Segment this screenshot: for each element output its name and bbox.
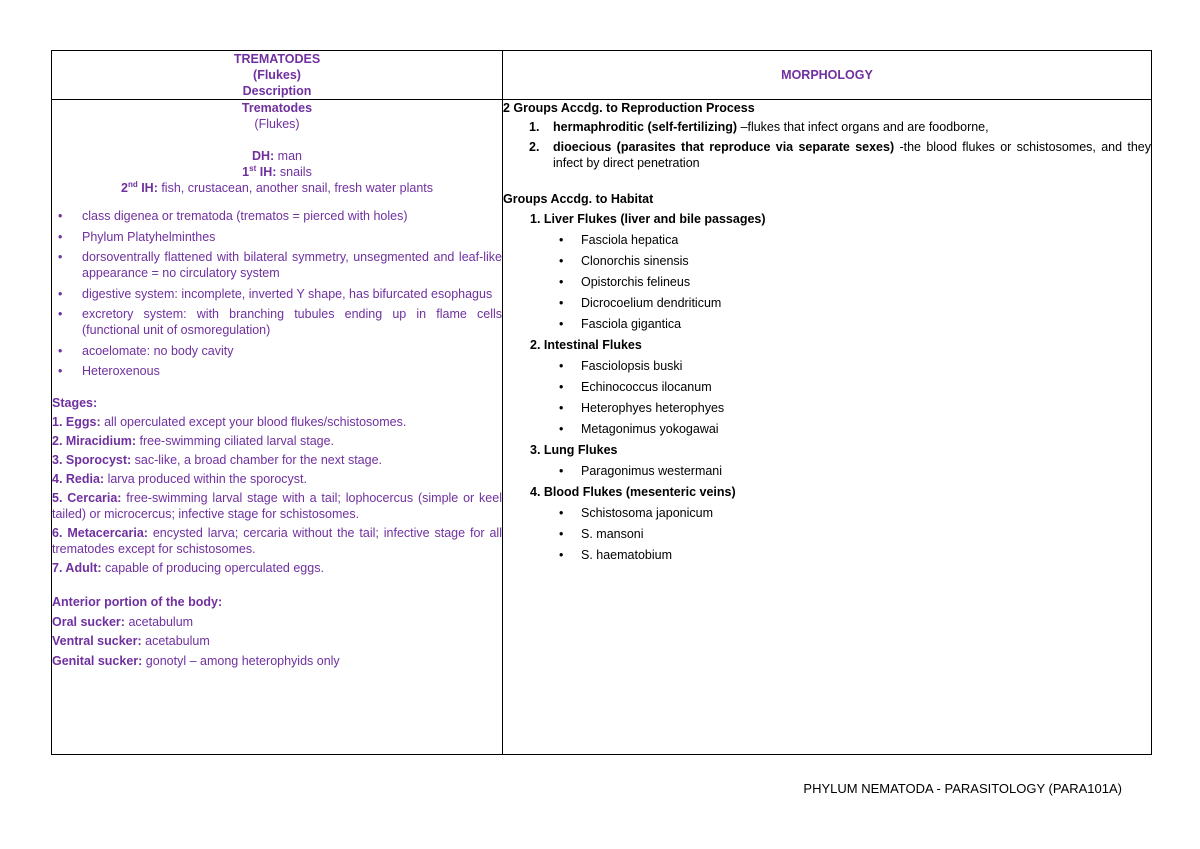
- header-flukes: (Flukes): [253, 68, 301, 82]
- list-item: • Dicrocoelium dendriticum: [559, 296, 722, 310]
- list-item: • Heterophyes heterophyes: [559, 401, 725, 415]
- stages-section: [52, 395, 502, 576]
- stages-title: Stages:: [52, 396, 98, 410]
- list-item: • Clonorchis sinensis: [559, 254, 689, 268]
- sucker-item: Ventral sucker: acetabulum: [52, 634, 210, 648]
- bullet-icon: •: [58, 286, 63, 301]
- list-item: • acoelomate: no body cavity: [58, 343, 234, 358]
- header-trematodes: TREMATODES: [233, 52, 321, 66]
- anterior-title: Anterior portion of the body:: [52, 595, 223, 609]
- stage-item: 5. Cercaria: free-swimming larval stage with a tail; lophocercus (simple or keel tailed) or microcercus; infective stage for schistosomes.: [52, 491, 502, 521]
- list-item: • Opistorchis felineus: [559, 275, 691, 289]
- header-morphology: MORPHOLOGY: [781, 68, 873, 82]
- list-item: • S. mansoni: [559, 527, 644, 541]
- bullet-icon: •: [559, 422, 564, 436]
- stage-item: 4. Redia: larva produced within the sporocyst.: [52, 472, 307, 486]
- species-list: [503, 358, 1151, 437]
- species-list: [503, 463, 1151, 479]
- definitive-host: DH: man: [251, 149, 302, 163]
- sucker-item: Oral sucker: acetabulum: [52, 614, 194, 629]
- list-item: • Fasciolopsis buski: [559, 359, 683, 373]
- stage-item: 1. Eggs: all operculated except your blood flukes/schistosomes.: [52, 415, 407, 429]
- header-description-cell: [52, 51, 503, 100]
- bullet-icon: •: [58, 229, 63, 244]
- bullet-icon: •: [559, 317, 564, 331]
- bullet-icon: •: [58, 209, 63, 223]
- list-item: • Paragonimus westermani: [559, 464, 723, 478]
- bullet-icon: •: [559, 296, 564, 310]
- stage-item: 7. Adult: capable of producing operculated eggs.: [52, 561, 324, 575]
- bullet-icon: •: [559, 464, 564, 478]
- stage-item: 3. Sporocyst: sac-like, a broad chamber for the next stage.: [52, 453, 383, 467]
- section-title: Trematodes: [241, 101, 313, 115]
- bullet-icon: •: [559, 527, 564, 541]
- species-list: [503, 505, 1151, 563]
- trematodes-table: [51, 50, 1152, 755]
- bullet-icon: •: [559, 254, 564, 268]
- list-item: • Schistosoma japonicum: [559, 506, 714, 520]
- characteristics-list: [52, 208, 502, 379]
- list-item: • Echinococcus ilocanum: [559, 380, 712, 394]
- header-description: Description: [242, 84, 312, 98]
- list-item: • Fasciola hepatica: [559, 233, 679, 247]
- bullet-icon: •: [559, 548, 564, 562]
- group-title: 3. Lung Flukes: [530, 443, 618, 457]
- bullet-icon: •: [58, 364, 63, 378]
- group-title: 2. Intestinal Flukes: [530, 338, 642, 352]
- page-footer: PHYLUM NEMATODA - PARASITOLOGY (PARA101A): [803, 781, 1122, 796]
- reproduction-title: 2 Groups Accdg. to Reproduction Process: [503, 101, 755, 115]
- stage-item: 6. Metacercaria: encysted larva; cercaria without the tail; infective stage for all trematodes except for schistosomes.: [52, 526, 502, 556]
- description-cell: [52, 100, 503, 755]
- list-item: • Fasciola gigantica: [559, 317, 682, 331]
- bullet-icon: •: [559, 506, 564, 520]
- list-item: • Metagonimus yokogawai: [559, 422, 719, 436]
- list-item: • Phylum Platyhelminthes: [58, 229, 216, 244]
- morphology-cell: [503, 100, 1152, 755]
- list-item: 2. dioecious (parasites that reproduce via separate sexes) -the blood flukes or schistosomes, and they infect by direct penetration: [529, 140, 1152, 170]
- bullet-icon: •: [559, 233, 564, 247]
- first-intermediate-host: 1st IH: snails: [242, 163, 312, 179]
- bullet-icon: •: [559, 275, 564, 289]
- reproduction-list: [503, 119, 1151, 171]
- sucker-item: Genital sucker: gonotyl – among heterophyids only: [52, 653, 340, 668]
- stage-item: 2. Miracidium: free-swimming ciliated larval stage.: [52, 434, 335, 448]
- list-item: • Heteroxenous: [58, 364, 160, 378]
- list-item: • class digenea or trematoda (trematos = pierced with holes): [58, 209, 408, 223]
- group-title: 1. Liver Flukes (liver and bile passages): [530, 212, 766, 226]
- habitat-title: Groups Accdg. to Habitat: [503, 192, 654, 206]
- bullet-icon: •: [559, 380, 564, 394]
- list-item: • dorsoventrally flattened with bilateral symmetry, unsegmented and leaf-like appearance = no circulatory system: [58, 250, 502, 280]
- second-intermediate-host: 2nd IH: fish, crustacean, another snail, fresh water plants: [120, 179, 433, 195]
- list-item: 1. hermaphroditic (self-fertilizing) –flukes that infect organs and are foodborne,: [529, 120, 989, 134]
- bullet-icon: •: [58, 250, 63, 264]
- bullet-icon: •: [58, 343, 63, 358]
- list-item: • S. haematobium: [559, 548, 673, 562]
- anterior-section: [52, 594, 502, 669]
- bullet-icon: •: [559, 359, 564, 373]
- list-item: • excretory system: with branching tubules ending up in flame cells (functional unit of osmoregulation): [58, 307, 502, 337]
- list-item: • digestive system: incomplete, inverted Y shape, has bifurcated esophagus: [58, 286, 493, 301]
- species-list: [503, 232, 1151, 332]
- section-subtitle: (Flukes): [254, 117, 300, 131]
- bullet-icon: •: [559, 401, 564, 415]
- bullet-icon: •: [58, 307, 63, 321]
- header-morphology-cell: [503, 51, 1152, 100]
- group-title: 4. Blood Flukes (mesenteric veins): [530, 485, 736, 499]
